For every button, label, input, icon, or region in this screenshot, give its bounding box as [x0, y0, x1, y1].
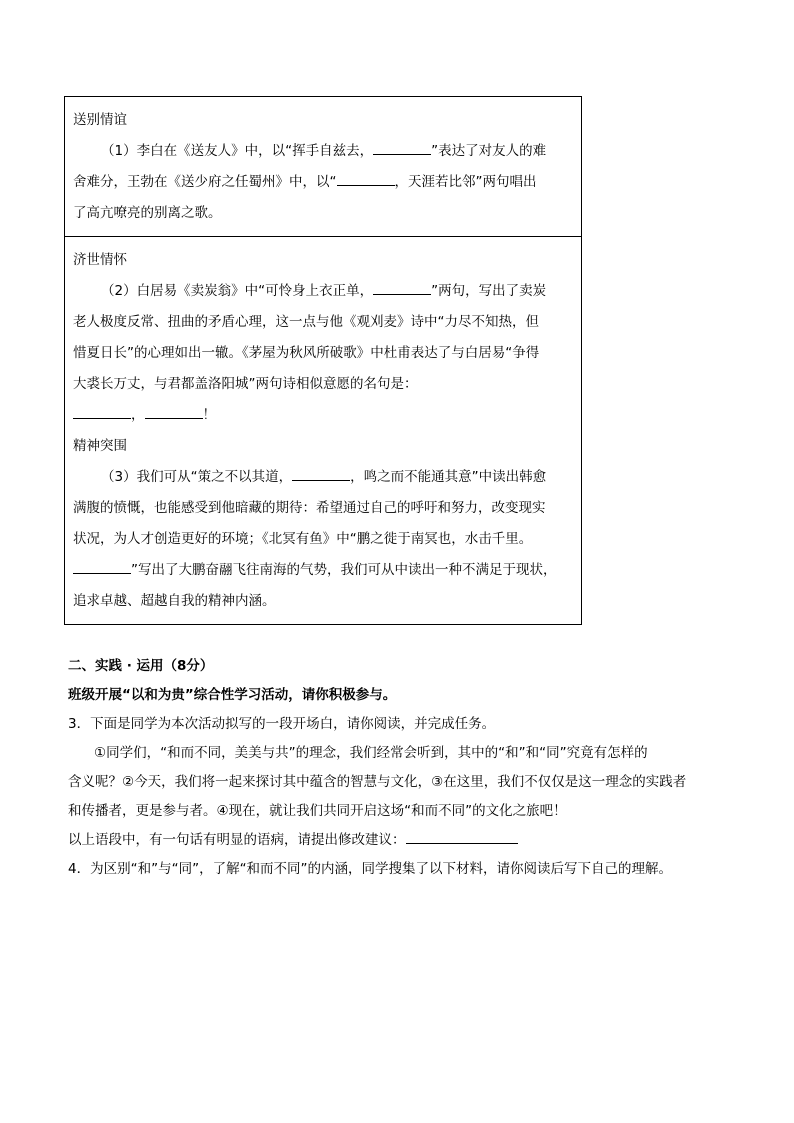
answer-blank[interactable]	[292, 466, 350, 481]
answer-blank[interactable]	[373, 140, 431, 155]
question-line: ”写出了大鹏奋翮飞往南海的气势，我们可从中读出一种不满足于现状，	[73, 555, 573, 586]
answer-blank[interactable]	[406, 829, 518, 844]
answer-blank[interactable]	[337, 171, 395, 186]
poetry-table	[64, 96, 582, 625]
table-cell-compassion	[65, 236, 581, 624]
question-3: 3．下面是同学为本次活动拟写的一段开场白，请你阅读，并完成任务。	[68, 716, 496, 732]
question-line: 舍难分，王勃在《送少府之任蜀州》中，以“ ，天涯若比邻”两句唱出	[73, 167, 573, 198]
question-line: （3）我们可从“策之不以其道， ，鸣之而不能通其意”中读出韩愈	[73, 462, 573, 493]
part-intro: 班级开展“以和为贵”综合性学习活动，请你积极参与。	[68, 687, 397, 703]
answer-blank[interactable]	[145, 404, 203, 419]
section-heading: 送别情谊	[73, 112, 127, 128]
question-line: 惜夏日长”的心理如出一辙。《茅屋为秋风所破歌》中杜甫表达了与白居易“争得	[73, 345, 540, 361]
passage-line: ①同学们，“和而不同，美美与共”的理念，我们经常会听到，其中的“和”和“同”究竟有怎样的	[94, 745, 648, 761]
answer-blank[interactable]	[73, 559, 131, 574]
question-line: 追求卓越、超越自我的精神内涵。	[73, 593, 276, 609]
section-heading: 精神突围	[73, 438, 127, 454]
table-cell-farewell	[65, 97, 581, 236]
part-two	[68, 652, 768, 884]
question-line: 满腹的愤慨，也能感受到他暗藏的期待：希望通过自己的呼吁和努力，改变现实	[73, 500, 546, 516]
question-line: 大裘长万丈，与君都盖洛阳城”两句诗相似意愿的名句是：	[73, 376, 418, 392]
passage-line: 含义呢？②今天，我们将一起来探讨其中蕴含的智慧与文化，③在这里，我们不仅仅是这一理念的实践者	[68, 774, 687, 790]
question-line: 状况，为人才创造更好的环境；《北冥有鱼》中“鹏之徙于南冥也，水击千里。	[73, 531, 533, 547]
passage-line: 和传播者，更是参与者。④现在，就让我们共同开启这场“和而不同”的文化之旅吧！	[68, 803, 567, 819]
answer-blank[interactable]	[73, 404, 131, 419]
question-line: （2）白居易《卖炭翁》中“可怜身上衣正单， ”两句，写出了卖炭	[73, 276, 573, 307]
question-4: 4．为区别“和”与“同”，了解“和而不同”的内涵，同学搜集了以下材料，请你阅读后写下自己的理解。	[68, 861, 673, 877]
question-line: 了高亢嘹亮的别离之歌。	[73, 205, 222, 221]
part-title: 二、实践 · 运用（8分）	[68, 658, 214, 674]
answer-blank[interactable]	[373, 280, 431, 295]
question-3-task: 以上语段中，有一句话有明显的语病，请提出修改建议：	[68, 826, 768, 855]
section-heading: 济世情怀	[73, 252, 127, 268]
question-line: 老人极度反常、扭曲的矛盾心理，这一点与他《观刈麦》诗中“力尽不知热，但	[73, 314, 539, 330]
question-line: （1）李白在《送友人》中，以“挥手自兹去， ”表达了对友人的难	[73, 136, 573, 167]
question-line: ， ！	[73, 400, 573, 431]
